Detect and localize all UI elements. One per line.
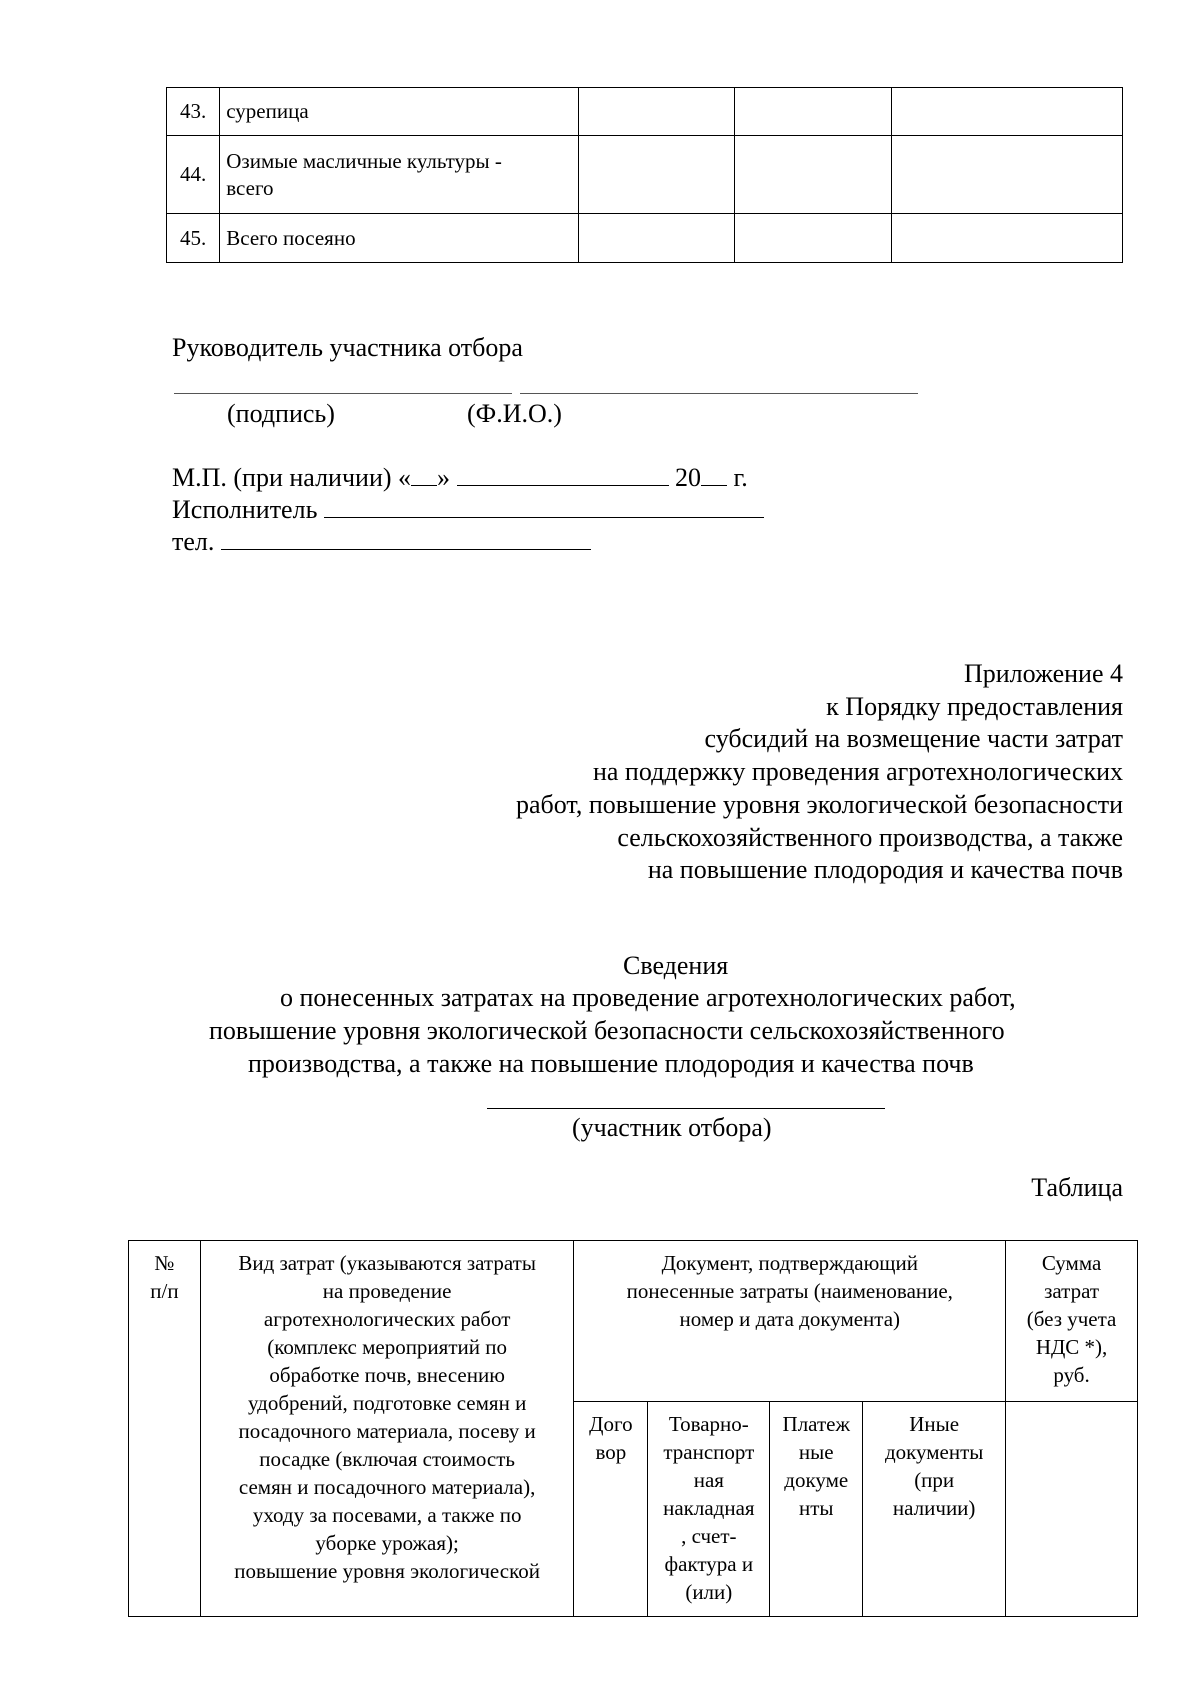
table-label: Таблица [1031,1173,1123,1202]
appendix-line: работ, повышение уровня экологической безопасности [515,789,1123,819]
table-header-row [129,1241,1138,1402]
crops-table [166,87,1123,263]
row-name [220,88,579,136]
header-line: НДС *), [1035,1335,1108,1359]
row-name-line: всего [226,175,274,200]
header-line: нты [798,1496,834,1520]
header-line: наличии) [892,1496,976,1520]
table-cell [891,136,1122,214]
header-line: семян и посадочного материала), [238,1475,536,1499]
participant-label: (участник отбора) [572,1113,772,1142]
mp-mid: » [437,463,451,492]
month-blank [457,463,669,486]
header-line: документы [884,1440,984,1464]
table-row [167,88,1123,136]
header-line: ные [798,1440,834,1464]
header-line: Товарно- [668,1412,749,1436]
appendix-line: Приложение 4 [963,659,1123,688]
row-number: 43. [167,88,220,136]
executor-line [172,494,764,526]
mp-year: 20 [675,463,702,492]
mp-line [172,462,748,494]
header-line: № [154,1251,175,1275]
table-row [167,214,1123,263]
phone-blank [221,527,591,550]
sub-payment-header [770,1402,863,1617]
header-line: номер и дата документа) [679,1307,901,1331]
header-line: посадочного материала, посеву и [238,1419,536,1443]
table-cell [579,88,735,136]
header-line: Иные [909,1412,960,1436]
header-line: накладная [663,1496,755,1520]
header-line: уходу за посевами, а также по [252,1503,522,1527]
table-cell [891,214,1122,263]
sub-waybill-header [648,1402,770,1617]
appendix-line: субсидий на возмещение части затрат [704,724,1123,754]
table-row [167,136,1123,214]
appendix-line: сельскохозяйственного производства, а также [617,822,1123,852]
header-line: удобрений, подготовке семян и [247,1391,527,1415]
header-line: докуме [784,1468,849,1492]
table-cell [579,136,735,214]
header-line: понесенные затраты (наименование, [626,1279,953,1303]
header-line: руб. [1053,1363,1090,1387]
row-name [220,214,579,263]
title-line: производства, а также на повышение плодородия и качества почв [248,1049,974,1078]
table-cell [734,136,891,214]
header-line: обработке почв, внесению [269,1363,505,1387]
row-number: 44. [167,136,220,214]
header-line: на проведение [322,1279,452,1303]
head-label: Руководитель участника отбора [172,333,523,362]
col-number-header [129,1241,201,1617]
title-line: о понесенных затратах на проведение агротехнологических работ, [280,983,1016,1012]
header-line: (при [914,1468,955,1492]
signature-line [174,393,512,394]
sign-label: (подпись) [227,399,335,428]
header-line: Платеж [782,1412,850,1436]
table-cell [734,214,891,263]
header-line: , счет- [681,1524,737,1548]
participant-line [487,1108,885,1109]
appendix-line: к Порядку предоставления [826,691,1123,721]
year-blank [701,463,727,486]
header-line: повышение уровня экологической [234,1559,540,1583]
header-line: уборке урожая); [315,1531,459,1555]
table-cell [579,214,735,263]
sub-other-header [863,1402,1006,1617]
appendix-heading [516,658,1123,887]
phone-label: тел. [172,527,215,556]
header-line: (без учета [1026,1307,1117,1331]
header-line: транспорт [663,1440,755,1464]
fio-line [520,393,918,394]
row-name-line: Всего посеяно [226,225,356,250]
header-line: затрат [1044,1279,1100,1303]
header-line: Дого [589,1412,633,1436]
fio-label: (Ф.И.О.) [467,399,562,428]
table-cell [1006,1402,1138,1617]
row-name-line: Озимые масличные культуры - [226,148,502,173]
sub-contract-header [574,1402,648,1617]
header-line: п/п [150,1279,179,1303]
row-name [220,136,579,214]
col-sum-header [1006,1241,1138,1402]
row-name-line: сурепица [226,99,309,123]
costs-table [128,1240,1138,1617]
table-cell [734,88,891,136]
header-line: Документ, подтверждающий [661,1251,918,1275]
appendix-line: на поддержку проведения агротехнологических [592,757,1123,787]
header-line: вор [595,1440,627,1464]
header-line: фактура и [664,1552,754,1576]
appendix-line: на повышение плодородия и качества почв [647,855,1123,885]
phone-line [172,526,591,558]
mp-suffix: г. [733,463,748,492]
col-cost-type-header [200,1241,574,1617]
executor-blank [324,495,764,518]
executor-label: Исполнитель [172,495,318,524]
header-line: посадке (включая стоимость [259,1447,515,1471]
header-line: (комплекс мероприятий по [267,1335,507,1359]
header-line: (или) [685,1580,733,1604]
header-line: Вид затрат (указываются затраты [238,1251,536,1275]
header-line: ная [693,1468,724,1492]
day-blank [411,463,437,486]
row-number: 45. [167,214,220,263]
col-documents-header [574,1241,1006,1402]
document-title: Сведения [623,951,729,980]
mp-prefix: М.П. (при наличии) « [172,463,412,492]
title-line: повышение уровня экологической безопасности сельскохозяйственного [209,1016,1005,1045]
header-line: Сумма [1041,1251,1102,1275]
header-line: агротехнологических работ [263,1307,511,1331]
table-cell [891,88,1122,136]
